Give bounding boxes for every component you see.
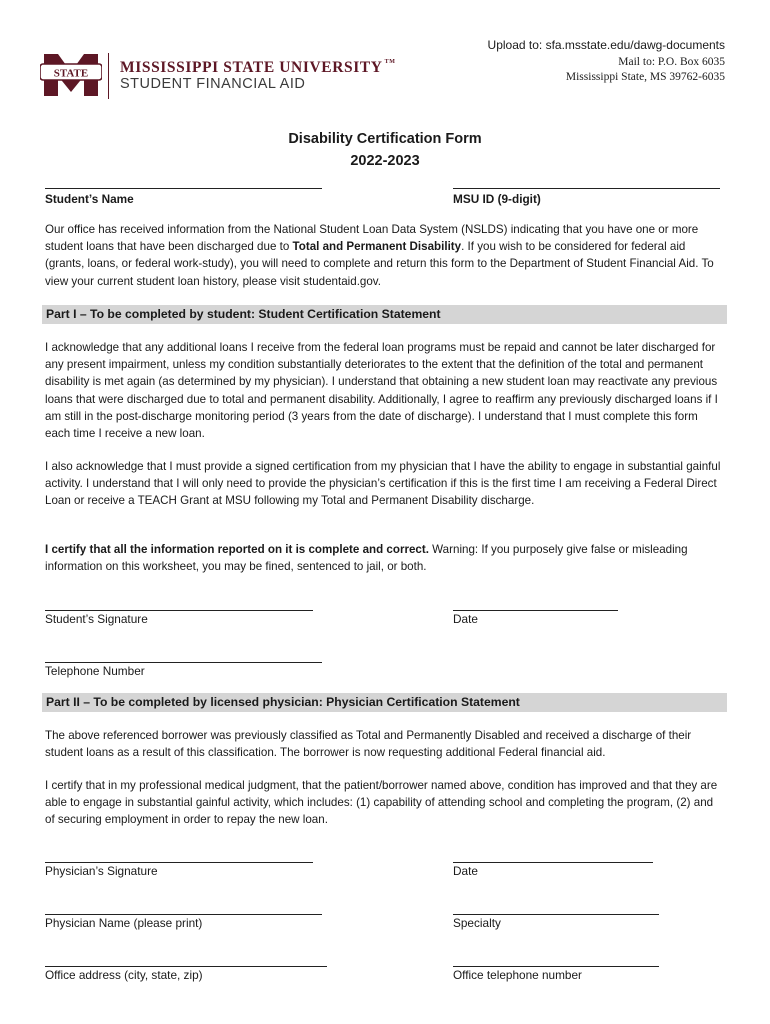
- physician-date-line[interactable]: [453, 862, 653, 863]
- trademark: TM: [384, 59, 396, 65]
- office-phone-label: Office telephone number: [453, 968, 582, 982]
- physician-date-label: Date: [453, 864, 478, 878]
- msu-id-line[interactable]: [453, 188, 720, 189]
- part2-paragraph-2: I certify that in my professional medical judgment, that the patient/borrower named above, condition has improved and that they are able to engage in substantial gainful activity, which includes: (1) capability of attending school and completing the program, (2) and of securing employment in order to repay the new loan.: [45, 779, 718, 827]
- logo-badge-text: STATE: [53, 67, 89, 80]
- certify-paragraph: I certify that all the information reported on it is complete and correct. Warning: If you purposely give false or misleading information on this worksheet, you may be fined, sentenced to jail, or both.: [45, 543, 688, 574]
- intro-paragraph: Our office has received information from the National Student Loan Data System (NSLDS) indicating that you have one or more student loans that have been discharged due to Total and Permanent Disability. If you wish to be considered for federal aid (grants, loans, or federal work-study), you will need to complete and return this form to the Department of Student Financial Aid. To view your current student loan history, please visit studentaid.gov.: [45, 223, 714, 288]
- student-name-label: Student’s Name: [45, 192, 134, 206]
- msu-id-label: MSU ID (9-digit): [453, 192, 541, 206]
- telephone-line[interactable]: [45, 662, 322, 663]
- office-phone-line[interactable]: [453, 966, 659, 967]
- intro-bold: Total and Permanent Disability: [292, 240, 462, 254]
- upload-address: Upload to: sfa.msstate.edu/dawg-documents: [487, 38, 725, 52]
- student-signature-line[interactable]: [45, 610, 313, 611]
- telephone-label: Telephone Number: [45, 664, 145, 678]
- student-signature-label: Student’s Signature: [45, 612, 148, 626]
- university-name: MISSISSIPPI STATE UNIVERSITY ™: [120, 59, 396, 76]
- student-name-line[interactable]: [45, 188, 322, 189]
- physician-signature-line[interactable]: [45, 862, 313, 863]
- student-date-line[interactable]: [453, 610, 618, 611]
- certify-bold: I certify that all the information reported on it is complete and correct.: [45, 543, 429, 556]
- part2-heading-bar: [42, 693, 727, 712]
- physician-signature-label: Physician’s Signature: [45, 864, 158, 878]
- form-title: Disability Certification Form: [288, 131, 482, 147]
- city-address: Mississippi State, MS 39762-6035: [565, 71, 725, 83]
- mail-address: Mail to: P.O. Box 6035: [618, 56, 725, 68]
- part2-paragraph-1: The above referenced borrower was previously classified as Total and Permanently Disabled and received a discharge of their student loans as a result of this classification. The borrower is now requesting additional Federal financial aid.: [45, 729, 692, 760]
- office-address-line[interactable]: [45, 966, 327, 967]
- part1-paragraph-1: I acknowledge that any additional loans I receive from the federal loan programs must be repaid and cannot be later discharged for any present impairment, unless my condition substantially deteriorates to the extent that the definition of the total and permanent disability is met again (as determined by my physician). I understand that obtaining a new student loan may reactivate any previous loans that were discharged due to total and permanent disability. Additionally, I agree to reaffirm any previously discharged loans if I am still in the post-discharge monitoring period (3 years from the date of discharge). I understand that I must complete this form each time I receive a new loan.: [45, 341, 718, 441]
- brand-divider: [108, 53, 109, 99]
- part1-heading-bar: [42, 305, 727, 324]
- part2-heading: Part II – To be completed by licensed physician: Physician Certification Statement: [46, 695, 520, 709]
- physician-name-line[interactable]: [45, 914, 322, 915]
- form-year: 2022-2023: [350, 153, 420, 169]
- specialty-label: Specialty: [453, 916, 501, 930]
- part1-paragraph-2: I also acknowledge that I must provide a signed certification from my physician that I have the ability to engage in substantial gainful activity. I understand that I will only need to provide the physician’s certification if this is the first time I am receiving a Federal Direct Loan or receive a TEACH Grant at MSU following my Total and Permanent Disability discharge.: [45, 460, 721, 508]
- office-address-label: Office address (city, state, zip): [45, 968, 203, 982]
- department-name: STUDENT FINANCIAL AID: [120, 76, 306, 92]
- specialty-line[interactable]: [453, 914, 659, 915]
- part1-heading: Part I – To be completed by student: Student Certification Statement: [46, 307, 441, 321]
- physician-name-label: Physician Name (please print): [45, 916, 203, 930]
- student-date-label: Date: [453, 612, 478, 626]
- msu-logo-icon: [40, 50, 102, 100]
